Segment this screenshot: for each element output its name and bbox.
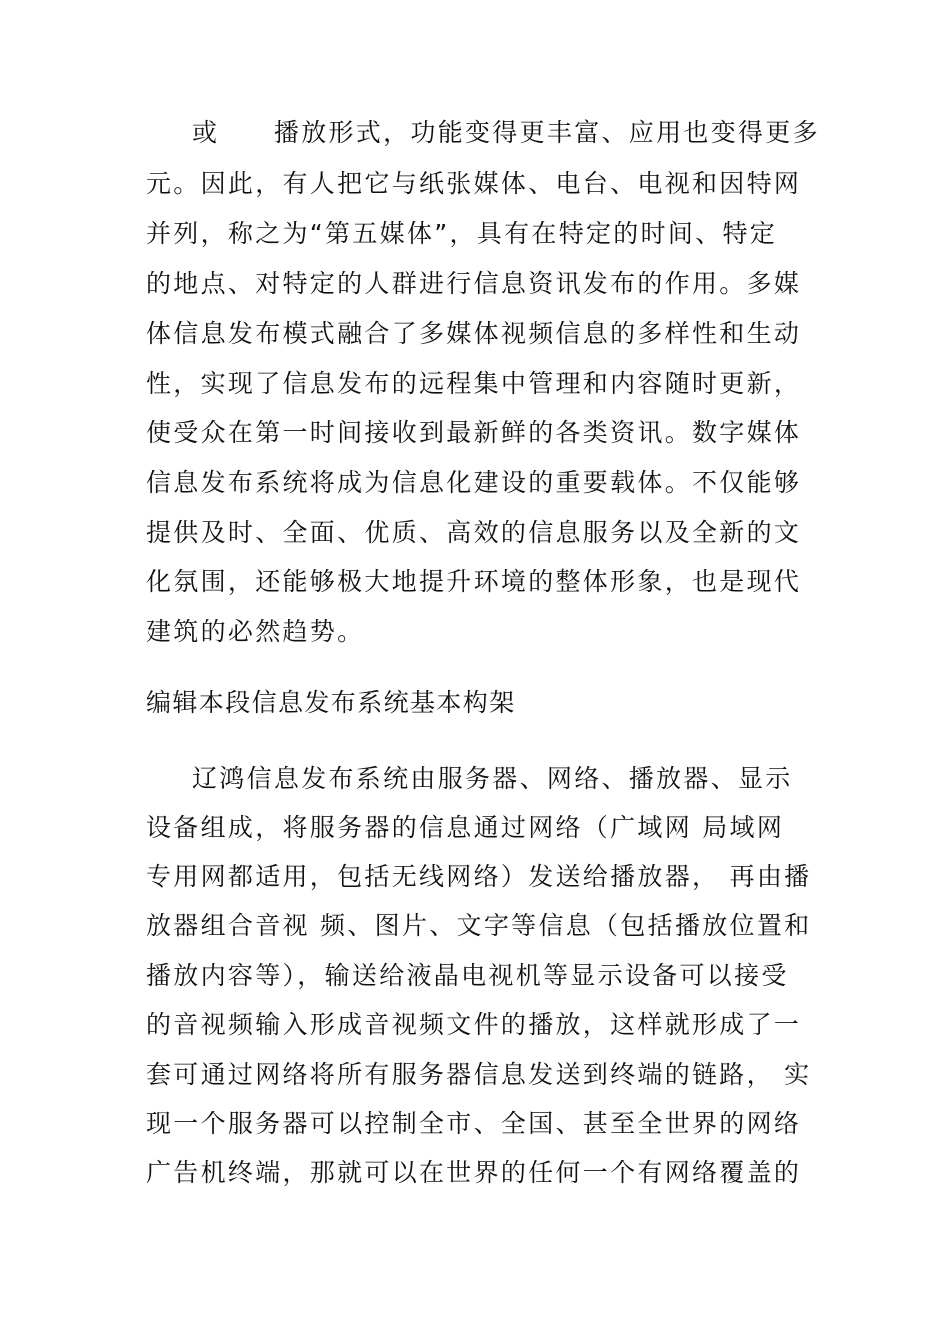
paragraph-line: 设备组成，将服务器的信息通过网络（广域网 局域网 [146, 813, 785, 842]
paragraph-line: 套可通过网络将所有服务器信息发送到终端的链路， 实 [146, 1060, 812, 1089]
paragraph-line: 信息发布系统将成为信息化建设的重要载体。不仅能够 [146, 468, 802, 497]
paragraph-line: 性，实现了信息发布的远程集中管理和内容随时更新， [146, 369, 802, 398]
paragraph-line: 放器组合音视 频、图片、文字等信息（包括播放位置和 [146, 911, 812, 940]
paragraph-line: 播放内容等），输送给液晶电视机等显示设备可以接受 [146, 961, 789, 990]
paragraph-line: 元。因此，有人把它与纸张媒体、电台、电视和因特网 [146, 169, 802, 198]
paragraph-line: 或 播放形式，功能变得更丰富、应用也变得更多 [192, 118, 820, 147]
paragraph-line: 体信息发布模式融合了多媒体视频信息的多样性和生动 [146, 319, 802, 348]
section-heading: 编辑本段信息发布系统基本构架 [146, 688, 516, 717]
paragraph-line: 现一个服务器可以控制全市、全国、甚至全世界的网络 [146, 1109, 802, 1138]
paragraph-line: 并列，称之为“第五媒体”，具有在特定的时间、特定 [146, 219, 778, 248]
paragraph-line: 建筑的必然趋势。 [146, 617, 365, 646]
paragraph-line: 广告机终端，那就可以在世界的任何一个有网络覆盖的 [146, 1158, 802, 1187]
paragraph-line: 化氛围，还能够极大地提升环境的整体形象，也是现代 [146, 567, 802, 596]
paragraph-line: 辽鸿信息发布系统由服务器、网络、播放器、显示 [192, 764, 793, 793]
paragraph-line: 的地点、对特定的人群进行信息资讯发布的作用。多媒 [146, 269, 802, 298]
paragraph-line: 使受众在第一时间接收到最新鲜的各类资讯。数字媒体 [146, 418, 802, 447]
paragraph-line: 的音视频输入形成音视频文件的播放，这样就形成了一 [146, 1010, 802, 1039]
paragraph-line: 专用网都适用，包括无线网络）发送给播放器， 再由播 [146, 862, 812, 891]
paragraph-line: 提供及时、全面、优质、高效的信息服务以及全新的文 [146, 518, 802, 547]
